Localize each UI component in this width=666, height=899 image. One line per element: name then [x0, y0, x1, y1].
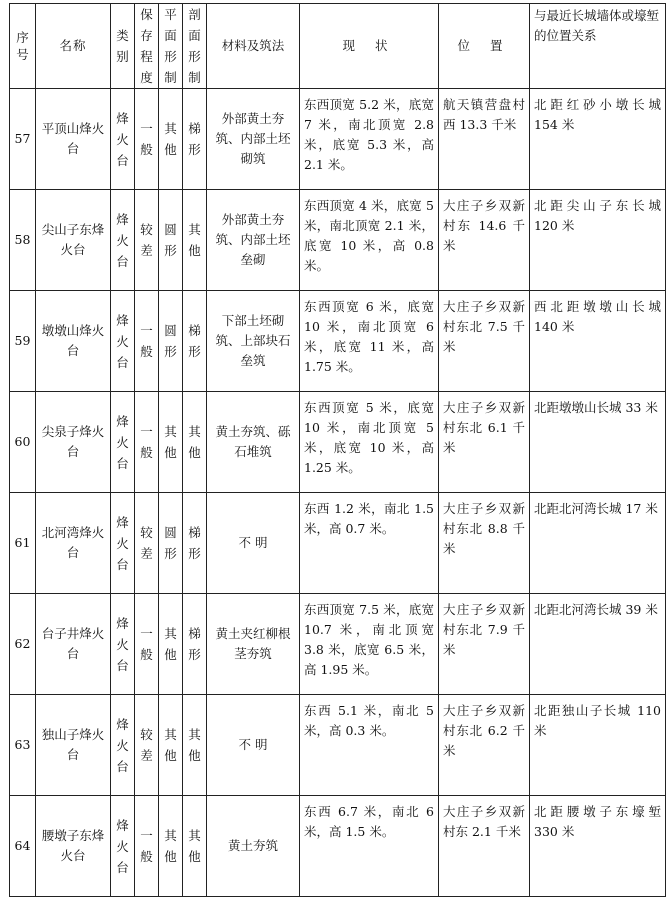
- cell-plan-text: 其他: [164, 727, 177, 763]
- cell-type: [111, 89, 135, 190]
- cell-no: 59: [10, 291, 36, 392]
- cell-section: [183, 89, 207, 190]
- cell-location: 大庄子乡双新村东 14.6 千米: [439, 190, 530, 291]
- cell-preservation: [135, 291, 159, 392]
- cell-type-text: 烽火台: [116, 514, 129, 572]
- cell-plan: [159, 695, 183, 796]
- cell-location: 大庄子乡双新村东 2.1 千米: [439, 796, 530, 897]
- cell-material: 不 明: [207, 493, 300, 594]
- cell-no: 62: [10, 594, 36, 695]
- cell-section: [183, 594, 207, 695]
- table-row: [10, 796, 666, 897]
- cell-preservation-text: 较差: [140, 222, 153, 258]
- cell-material: 外部黄土夯筑、内部土坯垒砌: [207, 190, 300, 291]
- cell-plan: [159, 796, 183, 897]
- cell-location: 大庄子乡双新村东北 7.9 千米: [439, 594, 530, 695]
- cell-name: 独山子烽火台: [36, 695, 111, 796]
- cell-plan: [159, 190, 183, 291]
- cell-status: 东西 1.2 米，南北 1.5 米，高 0.7 米。: [300, 493, 439, 594]
- cell-status: 东西顶宽 7.5 米，底宽 10.7 米，南北顶宽 3.8 米，底宽 6.5 米，高 1.95 米。: [300, 594, 439, 695]
- cell-no: 63: [10, 695, 36, 796]
- table-row: [10, 493, 666, 594]
- cell-preservation-text: 一般: [140, 828, 153, 864]
- cell-type-text: 烽火台: [116, 312, 129, 370]
- cell-section-text: 其他: [188, 828, 201, 864]
- cell-plan-text: 圆形: [164, 222, 177, 258]
- cell-status: 东西顶宽 4 米，底宽 5 米，南北顶宽 2.1 米，底宽 10 米，高 0.8 米。: [300, 190, 439, 291]
- header-plan: 平面形制: [159, 4, 183, 89]
- cell-type: [111, 493, 135, 594]
- cell-preservation-text: 较差: [140, 727, 153, 763]
- cell-material: 黄土夯筑、砾石堆筑: [207, 392, 300, 493]
- cell-relation: 北距墩墩山长城 33 米: [530, 392, 666, 493]
- cell-type-text: 烽火台: [116, 615, 129, 673]
- cell-relation: 西北距墩墩山长城 140 米: [530, 291, 666, 392]
- header-status: 现 状: [300, 4, 439, 89]
- header-material: 材料及筑法: [207, 4, 300, 89]
- cell-preservation: [135, 89, 159, 190]
- header-section: 剖面形制: [183, 4, 207, 89]
- header-type: 类别: [111, 4, 135, 89]
- cell-relation: 北距北河湾长城 39 米: [530, 594, 666, 695]
- cell-relation: 北距尖山子东长城 120 米: [530, 190, 666, 291]
- cell-section-text: 其他: [188, 727, 201, 763]
- table-row: [10, 594, 666, 695]
- cell-status: 东西顶宽 5 米，底宽 10 米，南北顶宽 5 米，底宽 10 米，高 1.25 米。: [300, 392, 439, 493]
- cell-preservation: [135, 392, 159, 493]
- cell-location: 大庄子乡双新村东北 6.2 千米: [439, 695, 530, 796]
- cell-name: 尖山子东烽火台: [36, 190, 111, 291]
- header-location: 位 置: [439, 4, 530, 89]
- table-row: [10, 291, 666, 392]
- cell-section-text: 梯形: [188, 323, 201, 359]
- cell-plan-text: 其他: [164, 424, 177, 460]
- cell-section-text: 梯形: [188, 121, 201, 157]
- header-preservation: 保存程度: [135, 4, 159, 89]
- cell-status: 东西顶宽 6 米，底宽 10 米，南北顶宽 6 米，底宽 11 米，高 1.75 米。: [300, 291, 439, 392]
- cell-location: 航天镇营盘村西 13.3 千米: [439, 89, 530, 190]
- table-row: [10, 89, 666, 190]
- cell-no: 61: [10, 493, 36, 594]
- cell-preservation: [135, 695, 159, 796]
- cell-preservation: [135, 796, 159, 897]
- beacon-tower-table: [9, 3, 666, 897]
- cell-material: 黄土夯筑: [207, 796, 300, 897]
- cell-name: 尖泉子烽火台: [36, 392, 111, 493]
- cell-plan-text: 其他: [164, 626, 177, 662]
- cell-type: [111, 594, 135, 695]
- cell-type-text: 烽火台: [116, 413, 129, 471]
- header-relation: 与最近长城墙体或壕堑的位置关系: [530, 4, 666, 89]
- cell-type-text: 烽火台: [116, 211, 129, 269]
- cell-type-text: 烽火台: [116, 817, 129, 875]
- cell-plan: [159, 89, 183, 190]
- table-row: [10, 392, 666, 493]
- cell-preservation: [135, 493, 159, 594]
- cell-section-text: 梯形: [188, 525, 201, 561]
- cell-section-text: 梯形: [188, 626, 201, 662]
- cell-preservation: [135, 594, 159, 695]
- cell-plan-text: 其他: [164, 121, 177, 157]
- cell-location: 大庄子乡双新村东北 6.1 千米: [439, 392, 530, 493]
- cell-type: [111, 291, 135, 392]
- cell-name: 墩墩山烽火台: [36, 291, 111, 392]
- cell-plan: [159, 392, 183, 493]
- cell-section: [183, 392, 207, 493]
- cell-relation: 北距红砂小墩长城 154 米: [530, 89, 666, 190]
- cell-name: 台子井烽火台: [36, 594, 111, 695]
- cell-material: 外部黄土夯筑、内部土坯砌筑: [207, 89, 300, 190]
- cell-status: 东西 5.1 米，南北 5 米，高 0.3 米。: [300, 695, 439, 796]
- cell-relation: 北距北河湾长城 17 米: [530, 493, 666, 594]
- cell-location: 大庄子乡双新村东北 7.5 千米: [439, 291, 530, 392]
- cell-preservation: [135, 190, 159, 291]
- cell-status: 东西顶宽 5.2 米，底宽 7 米，南北顶宽 2.8 米，底宽 5.3 米，高 2.1 米。: [300, 89, 439, 190]
- cell-no: 58: [10, 190, 36, 291]
- cell-no: 60: [10, 392, 36, 493]
- header-name: 名称: [36, 4, 111, 89]
- cell-type-text: 烽火台: [116, 716, 129, 774]
- cell-no: 64: [10, 796, 36, 897]
- cell-section: [183, 493, 207, 594]
- cell-section-text: 其他: [188, 424, 201, 460]
- table-row: [10, 695, 666, 796]
- cell-plan: [159, 493, 183, 594]
- cell-material: 下部土坯砌筑、上部块石垒筑: [207, 291, 300, 392]
- cell-no: 57: [10, 89, 36, 190]
- cell-relation: 北距腰墩子东壕堑 330 米: [530, 796, 666, 897]
- cell-preservation-text: 一般: [140, 626, 153, 662]
- cell-name: 北河湾烽火台: [36, 493, 111, 594]
- cell-preservation-text: 一般: [140, 323, 153, 359]
- cell-status: 东西 6.7 米，南北 6 米，高 1.5 米。: [300, 796, 439, 897]
- cell-location: 大庄子乡双新村东北 8.8 千米: [439, 493, 530, 594]
- cell-material: 黄土夹红柳根茎夯筑: [207, 594, 300, 695]
- cell-section-text: 其他: [188, 222, 201, 258]
- cell-plan-text: 圆形: [164, 323, 177, 359]
- cell-plan: [159, 594, 183, 695]
- cell-plan: [159, 291, 183, 392]
- cell-plan-text: 其他: [164, 828, 177, 864]
- cell-section: [183, 190, 207, 291]
- cell-section: [183, 695, 207, 796]
- cell-section: [183, 291, 207, 392]
- cell-preservation-text: 一般: [140, 121, 153, 157]
- cell-type-text: 烽火台: [116, 110, 129, 168]
- cell-name: 平顶山烽火台: [36, 89, 111, 190]
- cell-preservation-text: 较差: [140, 525, 153, 561]
- cell-material: 不 明: [207, 695, 300, 796]
- table-header-row: [10, 4, 666, 89]
- cell-type: [111, 392, 135, 493]
- cell-plan-text: 圆形: [164, 525, 177, 561]
- cell-section: [183, 796, 207, 897]
- cell-relation: 北距独山子长城 110 米: [530, 695, 666, 796]
- header-no: 序号: [10, 4, 36, 89]
- cell-type: [111, 695, 135, 796]
- cell-type: [111, 190, 135, 291]
- table-row: [10, 190, 666, 291]
- cell-type: [111, 796, 135, 897]
- cell-name: 腰墩子东烽火台: [36, 796, 111, 897]
- cell-preservation-text: 一般: [140, 424, 153, 460]
